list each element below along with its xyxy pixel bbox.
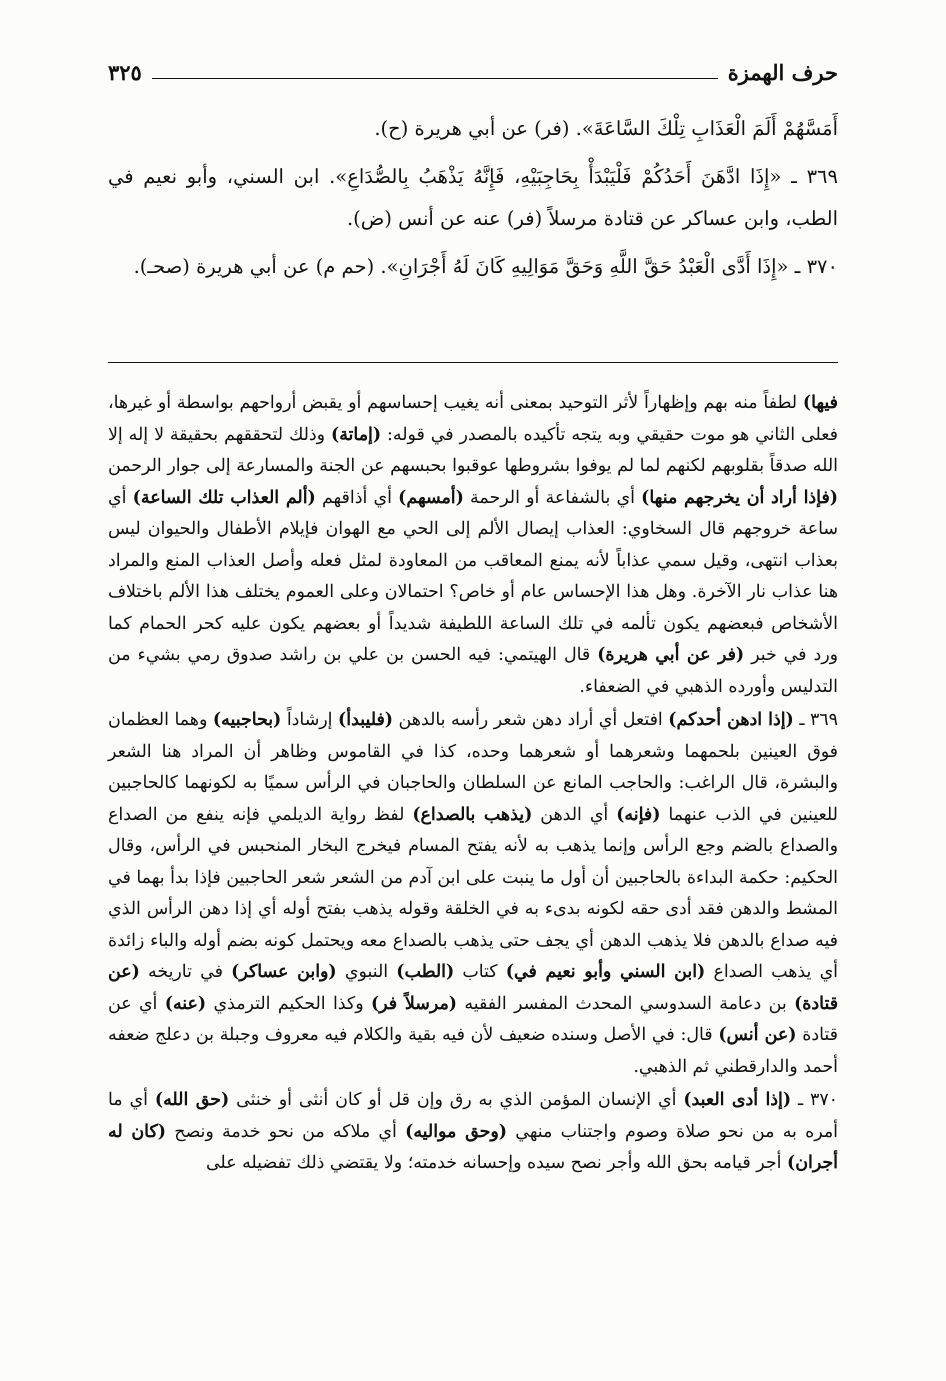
- commentary-text: في تاريخه: [139, 962, 232, 982]
- commentary-text: أي الإنسان المؤمن الذي به رق وإن قل أو كان أنثى أو خنثى: [229, 1090, 684, 1110]
- bold-quote: (أمسهم): [398, 487, 464, 508]
- bold-quote: (كان له أجران): [108, 1121, 838, 1173]
- hadith-text: [108, 108, 838, 294]
- bold-quote: (فليبدأ): [338, 710, 394, 730]
- commentary-text: أي الدهن: [532, 804, 617, 825]
- commentary-text: افتعل أي أراد دهن شعر رأسه بالدهن: [393, 710, 669, 730]
- commentary-text: أي ساعة خروجهم قال السخاوي: العذاب إيصال الألم إلى الحي مع الهوان فإيلام الأطفال والحيوان ليس بعذاب انتهى، وقيل سمي عذاباً لأنه يمنع المعاقب من المعاودة لمثل فعله وأصل العذاب المنع والمراد هنا عذاب نار الآخرة. وهل هذا الإحساس عام أو خاص؟ احتمالان وعلى العموم يختلف هذا الألم باختلاف الأشخاص فبعضهم يكون تألمه في تلك الساعة اللطيفة شديداً أو بعضهم يكون عليه كحر الحمام كما ورد في خبر: [108, 487, 839, 665]
- hadith-370: ٣٧٠ ـ «إِذَا أَدَّى الْعَبْدُ حَقَّ اللَّهِ وَحَقَّ مَوَالِيهِ كَانَ لَهُ أَجْرَانِ». (حم م) عن أبي هريرة (صحـ).: [133, 255, 838, 278]
- commentary-text: أي ملاكه من نحو خدمة ونصح: [165, 1121, 406, 1142]
- commentary-text: النبوي: [336, 962, 397, 982]
- commentary-text: إرشاداً: [281, 710, 339, 730]
- bold-quote: (ألم العذاب تلك الساعة): [132, 487, 316, 508]
- commentary-text: أي أذاقهم: [315, 487, 399, 508]
- commentary-text: أي عن قتادة: [108, 993, 838, 1045]
- commentary-text: كتاب: [454, 962, 506, 982]
- commentary-text: قال: في الأصل وسنده ضعيف لأن فيه بقية والكلام فيه معروف وجبلة بن دعلج ضعفه أحمد والدارقطني ثم الذهبي.: [108, 1025, 838, 1077]
- bold-quote: (وحق مواليه): [405, 1121, 507, 1142]
- header-rule: [152, 78, 718, 79]
- commentary-paragraph-369: [108, 705, 838, 1083]
- commentary-text: أي بالشفاعة أو الرحمة: [463, 487, 642, 508]
- commentary-paragraph: [108, 388, 838, 703]
- commentary-text: وكذا الحكيم الترمذي: [206, 993, 371, 1014]
- bold-quote: (إذا أدى العبد): [683, 1090, 792, 1110]
- commentary-paragraph-370: [108, 1085, 838, 1180]
- commentary-text: بن دعامة السدوسي المحدث المفسر الفقيه: [457, 993, 795, 1014]
- bold-quote: (وابن عساكر): [231, 962, 337, 982]
- bold-quote: (فإنه): [616, 804, 661, 825]
- page-number: ٣٢٥: [108, 59, 142, 85]
- bold-quote: (عنه): [164, 993, 207, 1014]
- bold-quote: (عن أنس): [718, 1025, 797, 1045]
- commentary-text: وهما العظمان فوق العينين بلحمهما وشعرهما أو شعرهما وحده، كذا في القاموس وظاهر أن المراد هنا الشعر والبشرة، قال الراغب: والحاجب المانع عن السلطان والحاجبان في الرأس سميًا به لكونهما كالحاجبين للعينين في الذب عنهما: [108, 710, 838, 825]
- hadith-369: ٣٦٩ ـ «إِذَا ادَّهَنَ أَحَدُكُمْ فَلْيَبْدَأْ بِحَاجِبَيْهِ، فَإِنَّهُ يَذْهَبُ بِالصُّدَاعِ». ابن السني، وأبو نعيم في الطب، وابن عساكر عن قتادة مرسلاً (فر) عنه عن أنس (ض).: [108, 165, 838, 230]
- running-header: [108, 52, 838, 92]
- bold-quote: (فر عن أبي هريرة): [597, 645, 745, 665]
- commentary-text: لفظ رواية الديلمي فإنه ينفع من الصداع والصداع بالضم وجع الرأس وإنما يذهب به لأنه يفتح المسام فيخرج البخار المنحبس في الرأس، وقال الحكيم: حكمة البداءة بالحاجبين أن أول ما ينبت على ابن آدم من الشعر شعر الحاجبين فإذا بدأ بهما في المشط والدهن فقد أدى حقه لكونه بدىء به في الخلقة وقوله يذهب بفتح أوله أي إذا دهن الرأس الذي فيه صداع بالدهن فلا يذهب الدهن أي يجف حتى يذهب بالصداع معه ويحتمل كونه بضم أوله والباء زائدة أي يذهب الصداع: [108, 804, 839, 982]
- bold-quote: (إذا ادهن أحدكم): [668, 710, 794, 730]
- commentary-text: لطفاً منه بهم وإظهاراً لأثر التوحيد بمعنى أنه يغيب إحساسهم أو يقبض أرواحهم بواسطة أو غيرها، فعلى الثاني هو موت حقيقي وبه يتجه تأكيده بالمصدر في قوله:: [108, 393, 838, 445]
- commentary-text: أي ما أمره به من نحو صلاة وصوم واجتناب منهي: [108, 1090, 838, 1142]
- bold-quote: (ابن السني وأبو نعيم في): [505, 962, 706, 982]
- bold-quote: (الطب): [396, 962, 455, 982]
- commentary-text: ٣٦٩ ـ: [793, 710, 838, 730]
- section-divider: [108, 362, 838, 363]
- commentary-text: ٣٧٠ ـ: [791, 1090, 839, 1110]
- hadith-continuation: أَمَسَّهُمْ أَلَمَ الْعَذَابِ تِلْكَ السَّاعَةَ». (فر) عن أبي هريرة (ح).: [374, 117, 838, 140]
- commentary-text: أجر قيامه بحق الله وأجر نصح سيده وإحسانه خدمته؛ ولا يقتضي ذلك تفضيله على: [205, 1153, 787, 1173]
- bold-quote: (مرسلاً فر): [370, 993, 458, 1014]
- bold-quote: (حق الله): [154, 1090, 230, 1110]
- bold-quote: (بحاجبيه): [212, 710, 282, 730]
- bold-quote: (يذهب بالصداع): [412, 804, 533, 825]
- bold-quote: فيها): [802, 393, 838, 413]
- bold-quote: (عن قتادة): [108, 962, 839, 1014]
- commentary-text: قال الهيتمي: فيه الحسن بن علي بن راشد صدوق رمي بشيء من التدليس وأورده الذهبي في الضعفاء.: [108, 645, 838, 697]
- chapter-title: حرف الهمزة: [727, 59, 838, 85]
- bold-quote: (فإذا أراد أن يخرجهم منها): [641, 487, 839, 508]
- commentary: [108, 388, 838, 1180]
- bold-quote: (إماتة): [331, 424, 382, 445]
- commentary-text: وذلك لتحققهم بحقيقة لا إله إلا الله صدقاً بقلوبهم لكنهم لما لم يوفوا بشروطها عوقبوا بحبسهم عن الجنة والمسارعة إلى جوار الرحمن: [108, 424, 838, 476]
